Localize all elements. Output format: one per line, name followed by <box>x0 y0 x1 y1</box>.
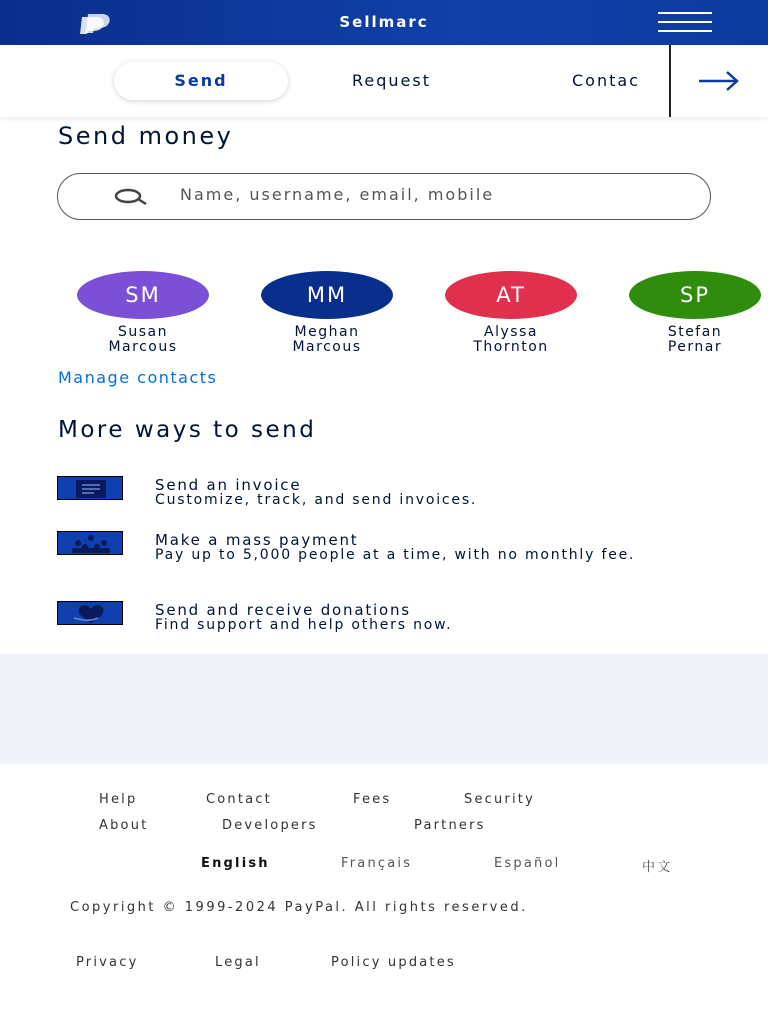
avatar: SM <box>77 271 209 319</box>
contact-last-name: Thornton <box>473 339 549 355</box>
footer-link-developers[interactable]: Developers <box>222 818 318 833</box>
footer-link-privacy[interactable]: Privacy <box>76 955 139 970</box>
language-spanish[interactable]: Español <box>494 856 561 871</box>
avatar: MM <box>261 271 393 319</box>
contact-first-name: Susan <box>117 324 168 340</box>
footer-link-security[interactable]: Security <box>464 792 535 807</box>
avatar: SP <box>629 271 761 319</box>
search-placeholder: Name, username, email, mobile <box>180 185 495 204</box>
people-group-icon <box>57 531 123 555</box>
footer-link-legal[interactable]: Legal <box>215 955 261 970</box>
tab-bar <box>0 45 768 117</box>
heart-hand-icon <box>57 601 123 625</box>
donations-link[interactable]: Send and receive donations <box>155 601 411 619</box>
manage-contacts-link[interactable]: Manage contacts <box>58 368 218 387</box>
footer-link-contact[interactable]: Contact <box>206 792 272 807</box>
footer-link-policy-updates[interactable]: Policy updates <box>331 955 456 970</box>
language-chinese[interactable]: 中文 <box>642 860 673 875</box>
content-divider-band <box>0 654 768 764</box>
contact-first-name: Alyssa <box>484 324 538 340</box>
contact-susan-marcous[interactable] <box>77 271 209 355</box>
footer-link-partners[interactable]: Partners <box>414 818 486 833</box>
hamburger-menu-icon[interactable] <box>658 12 712 34</box>
send-invoice-desc: Customize, track, and send invoices. <box>155 492 478 508</box>
language-english[interactable]: English <box>201 856 270 871</box>
footer-link-about[interactable]: About <box>99 818 149 833</box>
tab-request[interactable]: Request <box>352 71 431 90</box>
contact-last-name: Pernar <box>667 339 723 355</box>
contact-first-name: Stefan <box>667 324 723 340</box>
contact-last-name: Marcous <box>292 339 362 355</box>
app-title: Sellmarc <box>339 13 429 31</box>
donations-desc: Find support and help others now. <box>155 617 453 633</box>
top-bar <box>0 0 768 45</box>
footer-link-help[interactable]: Help <box>99 792 138 807</box>
send-money-title: Send money <box>58 122 234 150</box>
arrow-right-icon <box>697 69 741 93</box>
invoice-icon <box>57 476 123 500</box>
avatar: AT <box>445 271 577 319</box>
more-ways-title: More ways to send <box>58 417 317 443</box>
contact-stefan-pernar[interactable] <box>629 271 761 355</box>
tab-contacts[interactable]: Contac <box>572 71 640 90</box>
contact-meghan-marcous[interactable] <box>261 271 393 355</box>
search-icon <box>112 186 148 206</box>
mass-payment-desc: Pay up to 5,000 people at a time, with no monthly fee. <box>155 547 636 563</box>
mass-payment-link[interactable]: Make a mass payment <box>155 531 359 549</box>
send-invoice-link[interactable]: Send an invoice <box>155 476 302 494</box>
contact-alyssa-thornton[interactable] <box>445 271 577 355</box>
contact-first-name: Meghan <box>294 324 360 340</box>
language-french[interactable]: Français <box>341 856 413 871</box>
tab-scroll-next-button[interactable] <box>669 45 768 117</box>
tab-send[interactable]: Send <box>114 62 288 100</box>
copyright-text: Copyright © 1999-2024 PayPal. All rights reserved. <box>70 900 528 915</box>
footer-link-fees[interactable]: Fees <box>353 792 392 807</box>
contact-last-name: Marcous <box>108 339 178 355</box>
